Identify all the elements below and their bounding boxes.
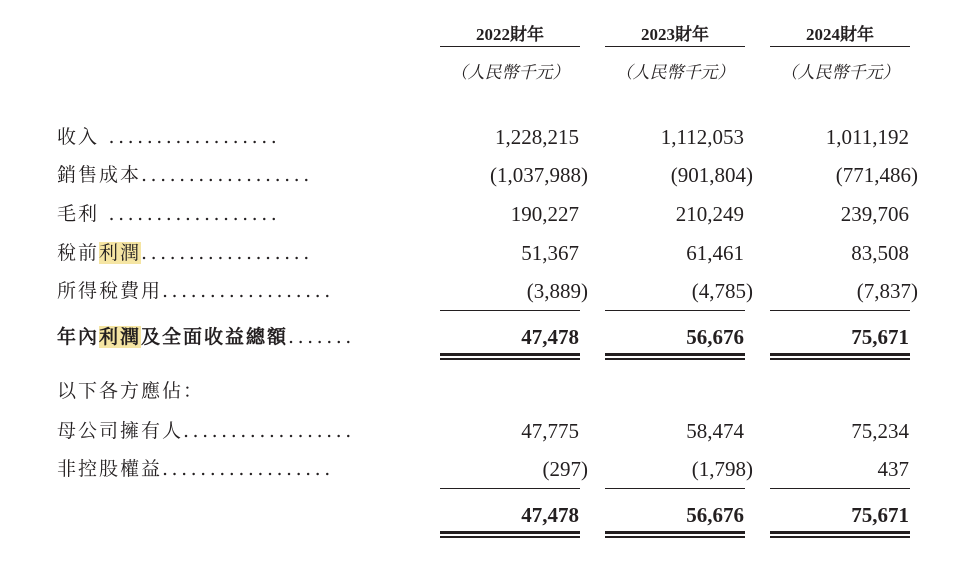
table-row-income-tax (0, 276, 958, 306)
cell-value: 437 (877, 457, 909, 481)
cell-value: 1,011,192 (825, 125, 909, 149)
cell-value: (1,798) (691, 457, 753, 481)
double-underline (440, 353, 580, 360)
row-label: 收入 .................. (57, 126, 281, 148)
cell-value: 1,112,053 (660, 125, 744, 149)
cell-value: 47,478 (521, 503, 579, 527)
cell-value: (1,037,988) (490, 163, 588, 187)
row-label: 非控股權益.................. (57, 458, 334, 480)
double-underline (605, 531, 745, 538)
header-rule (770, 46, 910, 47)
cell-value: (7,837) (856, 279, 918, 303)
cell-value: (297) (542, 457, 588, 481)
cell-value: (4,785) (691, 279, 753, 303)
table-row-attributable-total (0, 500, 958, 530)
cell-value: 75,671 (851, 325, 909, 349)
table-row-revenue (0, 122, 958, 152)
row-label: 以下各方應佔： (57, 380, 205, 402)
cell-value: 58,474 (686, 419, 744, 443)
double-underline (770, 531, 910, 538)
cell-value: 56,676 (686, 503, 744, 527)
column-unit-2024: （人民幣千元） (780, 63, 900, 83)
cell-value: 75,234 (851, 419, 909, 443)
table-row-cost-of-sales (0, 160, 958, 190)
row-label: 稅前利潤.................. (57, 242, 313, 264)
subtotal-rule (605, 310, 745, 311)
subtotal-rule (770, 488, 910, 489)
column-unit-2022: （人民幣千元） (450, 63, 570, 83)
cell-value: (901,804) (670, 163, 753, 187)
subtotal-rule (770, 310, 910, 311)
cell-value: 51,367 (521, 241, 579, 265)
cell-value: 61,461 (686, 241, 744, 265)
cell-value: (3,889) (526, 279, 588, 303)
table-row-non-controlling-interests (0, 454, 958, 484)
table-row-total-comprehensive-income (0, 322, 958, 352)
row-label: 所得稅費用.................. (57, 280, 334, 302)
row-label: 母公司擁有人.................. (57, 420, 355, 442)
highlighted-text: 利潤 (99, 242, 142, 264)
cell-value: 75,671 (851, 503, 909, 527)
column-header-2022: 2022財年 (476, 25, 544, 44)
double-underline (440, 531, 580, 538)
cell-value: 83,508 (851, 241, 909, 265)
highlighted-text: 利潤 (99, 326, 142, 348)
row-label: 銷售成本.................. (57, 164, 313, 186)
column-header-2023: 2023財年 (641, 25, 709, 44)
row-label: 毛利 .................. (57, 203, 281, 225)
table-row-profit-before-tax (0, 238, 958, 268)
cell-value: 47,478 (521, 325, 579, 349)
double-underline (605, 353, 745, 360)
cell-value: 210,249 (675, 202, 744, 226)
double-underline (770, 353, 910, 360)
header-rule (605, 46, 745, 47)
subtotal-rule (440, 488, 580, 489)
table-row-owners-of-parent (0, 416, 958, 446)
subtotal-rule (605, 488, 745, 489)
cell-value: (771,486) (835, 163, 918, 187)
cell-value: 239,706 (840, 202, 909, 226)
column-header-2024: 2024財年 (806, 25, 874, 44)
cell-value: 1,228,215 (495, 125, 579, 149)
cell-value: 47,775 (521, 419, 579, 443)
table-row-gross-profit (0, 199, 958, 229)
header-rule (440, 46, 580, 47)
subtotal-rule (440, 310, 580, 311)
cell-value: 190,227 (510, 202, 579, 226)
cell-value: 56,676 (686, 325, 744, 349)
column-unit-2023: （人民幣千元） (615, 63, 735, 83)
row-label: 年內利潤及全面收益總額....... (57, 326, 355, 348)
table-row-attributable-heading (0, 376, 958, 406)
